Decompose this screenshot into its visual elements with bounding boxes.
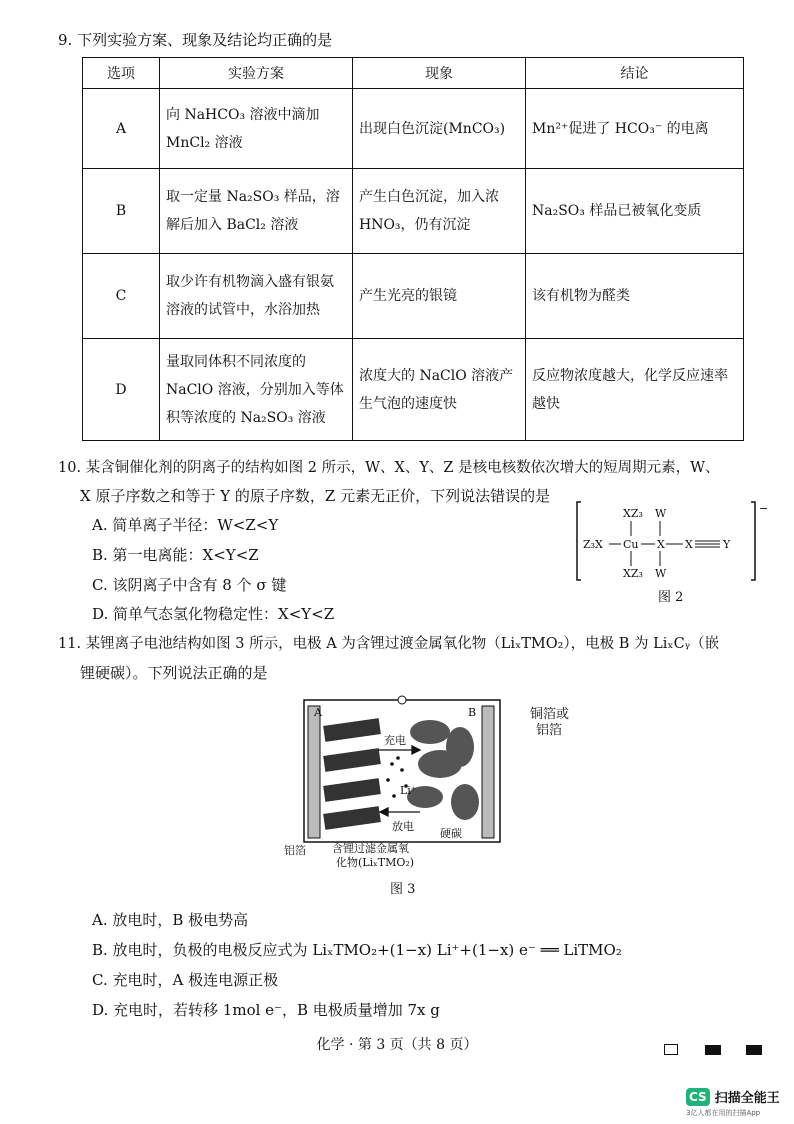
li-ion-label: Li⁺ bbox=[400, 784, 417, 797]
header-conclusion: 结论 bbox=[526, 58, 744, 89]
battery-diagram bbox=[280, 692, 530, 872]
cu-al-foil-label-line2: 铝箔 bbox=[536, 723, 563, 738]
q9-stem: 9. 下列实验方案、现象及结论均正确的是 bbox=[58, 31, 333, 49]
label-b: B bbox=[468, 706, 477, 719]
cu-al-foil-label-line1: 铜箔或 bbox=[530, 707, 570, 722]
page-footer: 化学 · 第 3 页（共 8 页） bbox=[316, 1037, 478, 1053]
q11-option-c: C. 充电时，A 极连电源正极 bbox=[92, 971, 279, 989]
row-plan: 向 NaHCO₃ 溶液中滴加 MnCl₂ 溶液 bbox=[160, 89, 353, 169]
q10-option-a: A. 简单离子半径：W<Z<Y bbox=[92, 516, 279, 534]
svg-text:Cu: Cu bbox=[623, 538, 639, 551]
table-row bbox=[83, 254, 744, 339]
row-plan: 量取同体积不同浓度的 NaClO 溶液，分别加入等体积等浓度的 Na₂SO₃ 溶液 bbox=[160, 339, 353, 441]
q10-option-c: C. 该阴离子中含有 8 个 σ 键 bbox=[92, 576, 287, 594]
row-observation: 出现白色沉淀(MnCO₃) bbox=[353, 89, 526, 169]
row-observation: 产生白色沉淀，加入浓 HNO₃，仍有沉淀 bbox=[353, 169, 526, 254]
q11-option-a: A. 放电时，B 极电势高 bbox=[92, 911, 249, 929]
q11-stem-line2: 锂硬碳）。下列说法正确的是 bbox=[80, 664, 268, 682]
svg-text:−: − bbox=[759, 502, 769, 515]
row-option: C bbox=[83, 254, 160, 339]
scanner-app-name: 扫描全能王 bbox=[714, 1091, 780, 1106]
figure-2-caption: 图 2 bbox=[658, 590, 684, 605]
oxide-label-line1: 含锂过滤金属氧 bbox=[332, 842, 409, 855]
svg-text:X: X bbox=[685, 538, 693, 551]
row-plan: 取一定量 Na₂SO₃ 样品，溶解后加入 BaCl₂ 溶液 bbox=[160, 169, 353, 254]
q11-option-d: D. 充电时，若转移 1mol e⁻，B 电极质量增加 7x g bbox=[92, 1001, 440, 1019]
q10-stem-line2: X 原子序数之和等于 Y 的原子序数，Z 元素无正价，下列说法错误的是 bbox=[80, 487, 551, 505]
svg-text:W: W bbox=[655, 567, 667, 580]
table-row bbox=[83, 339, 744, 441]
q11-option-b: B. 放电时，负极的电极反应式为 LiₓTMO₂+(1−x) Li⁺+(1−x) e⁻ ══ LiTMO₂ bbox=[92, 941, 622, 959]
label-a: A bbox=[314, 706, 322, 719]
camscanner-logo-icon: CS bbox=[686, 1088, 710, 1106]
row-observation: 产生光亮的银镜 bbox=[353, 254, 526, 339]
al-foil-label: 铝箔 bbox=[284, 844, 306, 857]
svg-text:X: X bbox=[657, 538, 665, 551]
row-observation: 浓度大的 NaClO 溶液产生气泡的速度快 bbox=[353, 339, 526, 441]
table-row bbox=[83, 89, 744, 169]
svg-text:XZ₃: XZ₃ bbox=[623, 567, 643, 580]
row-conclusion: Mn²⁺促进了 HCO₃⁻ 的电离 bbox=[526, 89, 744, 169]
scanner-watermark bbox=[686, 1086, 780, 1118]
page-edge-marks bbox=[664, 1040, 762, 1059]
row-conclusion: Na₂SO₃ 样品已被氧化变质 bbox=[526, 169, 744, 254]
row-conclusion: 该有机物为醛类 bbox=[526, 254, 744, 339]
header-plan: 实验方案 bbox=[160, 58, 353, 89]
row-option: D bbox=[83, 339, 160, 441]
svg-text:Y: Y bbox=[723, 538, 731, 551]
q10-option-b: B. 第一电离能：X<Y<Z bbox=[92, 546, 259, 564]
header-observation: 现象 bbox=[353, 58, 526, 89]
scanner-tagline: 3亿人都在用的扫描App bbox=[686, 1109, 761, 1117]
hard-carbon-label: 硬碳 bbox=[440, 827, 462, 840]
svg-text:Z₃X: Z₃X bbox=[583, 538, 603, 551]
anion-structure-diagram bbox=[575, 500, 769, 582]
row-conclusion: 反应物浓度越大，化学反应速率越快 bbox=[526, 339, 744, 441]
q10-stem-line1: 10. 某含铜催化剂的阴离子的结构如图 2 所示，W、X、Y、Z 是核电核数依次增大的短周期元素，W、 bbox=[58, 460, 720, 476]
row-option: B bbox=[83, 169, 160, 254]
table-row bbox=[83, 169, 744, 254]
q10-option-d: D. 简单气态氢化物稳定性：X<Y<Z bbox=[92, 605, 335, 623]
header-option: 选项 bbox=[83, 58, 160, 89]
table-header-row bbox=[83, 58, 744, 89]
svg-text:XZ₃: XZ₃ bbox=[623, 507, 643, 520]
figure-3-caption: 图 3 bbox=[390, 882, 416, 897]
oxide-label-line2: 化物(LiₓTMO₂) bbox=[336, 856, 415, 869]
row-plan: 取少许有机物滴入盛有银氨溶液的试管中，水浴加热 bbox=[160, 254, 353, 339]
discharge-label: 放电 bbox=[392, 820, 414, 833]
charge-label: 充电 bbox=[384, 734, 406, 747]
svg-text:W: W bbox=[655, 507, 667, 520]
row-option: A bbox=[83, 89, 160, 169]
experiment-table bbox=[82, 57, 744, 441]
q11-stem-line1: 11. 某锂离子电池结构如图 3 所示，电极 A 为含锂过渡金属氧化物（LiₓTMO₂），电极 B 为 LiₓCᵧ（嵌 bbox=[58, 636, 720, 652]
